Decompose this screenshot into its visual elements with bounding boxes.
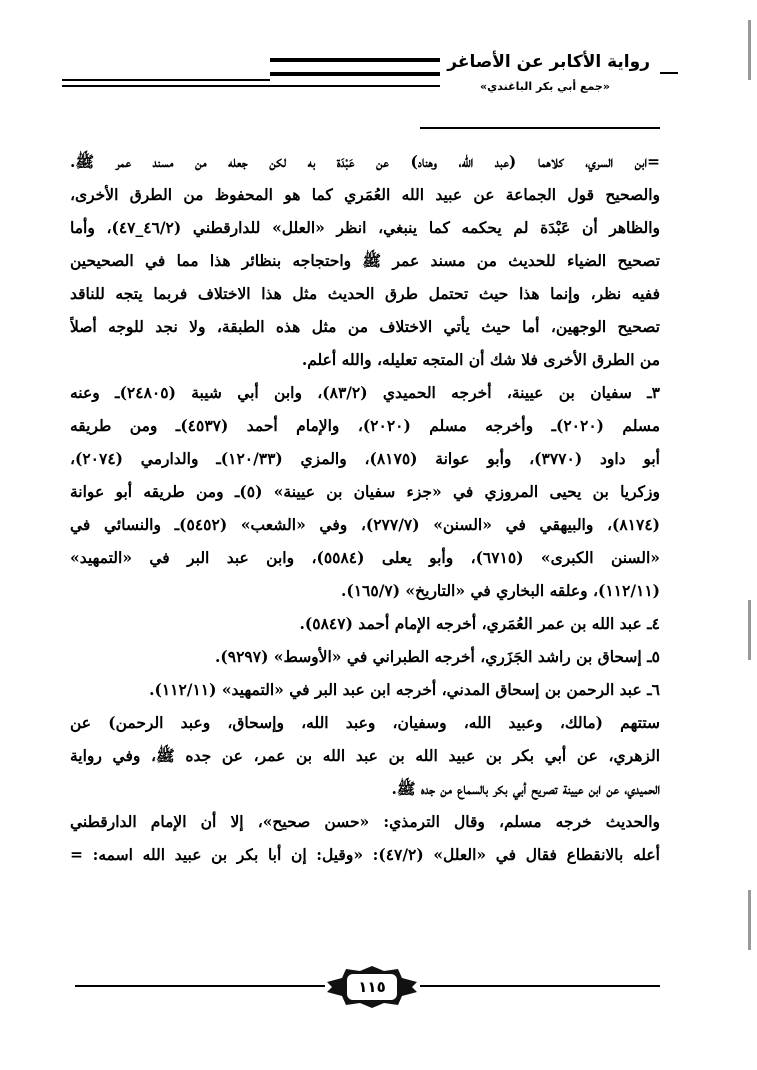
text-line: =ابن السري، كلاهما (عبد الله، وهناد) عن عَبْدَة به لكن جعله من مسند عمر ﷺ. <box>70 152 660 171</box>
text-line: ستتهم (مالك، وعبيد الله، وسفيان، وعبد الله، وإسحاق، وعبد الرحمن) عن <box>70 713 660 732</box>
text-line: أعله بالانقطاع فقال في «العلل» (٤٧/٢): «وقيل: إن أبا بكر بن عبيد الله اسمه: = <box>70 845 660 864</box>
text-line: مسلم (٢٠٢٠)ـ وأخرجه مسلم (٢٠٢٠)، والإمام أحمد (٤٥٣٧)ـ ومن طريقه <box>70 416 660 435</box>
page-number: ١١٥ <box>358 978 386 996</box>
header-subtitle: «جمع أبي بكر الباغندي» <box>480 80 610 93</box>
text-line: ٣ـ سفيان بن عيينة، أخرجه الحميدي (٨٣/٢)، وابن أبي شيبة (٢٤٨٠٥)ـ وعنه <box>70 383 660 402</box>
text-line: تصحيح الضياء للحديث من مسند عمر ﷺ واحتجاجه بنظائر هذا مما في الصحيحين <box>70 251 660 270</box>
text-line: والحديث خرجه مسلم، وقال الترمذي: «حسن صحيح»، إلا أن الإمام الدارقطني <box>70 812 660 831</box>
body-text <box>70 145 660 871</box>
text-line: (٨١٧٤)، والبيهقي في «السنن» (٢٧٧/٧)، وفي «الشعب» (٥٤٥٢)ـ والنسائي في <box>70 515 660 534</box>
text-line: الزهري، عن أبي بكر بن عبيد الله بن عبد الله بن عمر، عن جده ﷺ، وفي رواية <box>70 746 660 765</box>
scan-edge-mark <box>748 600 751 660</box>
footer-rule-right <box>420 985 660 987</box>
text-line: (١١٢/١١)، وعلقه البخاري في «التاريخ» (١٦٥/٧). <box>341 581 660 600</box>
text-line: والصحيح قول الجماعة عن عبيد الله العُمَري كما هو المحفوظ من الطرق الأخرى، <box>70 185 660 204</box>
text-line: الحميدي، عن ابن عيينة تصريح أبي بكر بالسماع من جده ﷺ. <box>391 779 660 798</box>
footer-rule-left <box>75 985 325 987</box>
header-rule-top <box>270 58 440 62</box>
text-line: ٤ـ عبد الله بن عمر العُمَري، أخرجه الإمام أحمد (٥٨٤٧). <box>299 614 660 633</box>
text-line: أبو داود (٣٧٧٠)، وأبو عوانة (٨١٧٥)، والمزي (١٢٠/٣٣)ـ والدارمي (٢٠٧٤)، <box>70 449 660 468</box>
text-line: ٦ـ عبد الرحمن بن إسحاق المدني، أخرجه ابن عبد البر في «التمهيد» (١١٢/١١). <box>149 680 660 699</box>
text-line: وزكريا بن يحيى المروزي في «جزء سفيان بن عيينة» (٥)ـ ومن طريقه أبو عوانة <box>70 482 660 501</box>
text-line: ٥ـ إسحاق بن راشد الجَزَري، أخرجه الطبراني في «الأوسط» (٩٢٩٧). <box>215 647 660 666</box>
footnote-separator <box>420 127 660 129</box>
header-rule-right <box>660 72 678 74</box>
scan-edge-mark <box>748 20 751 80</box>
text-line: «السنن الكبرى» (٦٧١٥)، وأبو يعلى (٥٥٨٤)، وابن عبد البر في «التمهيد» <box>70 548 660 567</box>
scan-edge-mark <box>748 890 751 950</box>
header-rule-mid <box>270 72 440 76</box>
text-line: والظاهر أن عَبْدَة لم يحكمه كما ينبغي، انظر «العلل» للدارقطني (٤٦/٢_٤٧)، وأما <box>70 218 660 237</box>
header-rule-left <box>62 79 270 81</box>
text-line: تصحيح الوجهين، أما حيث يأتي الاختلاف من مثل هذه الطبقة، ولا نجد للوجه أصلاً <box>70 317 660 336</box>
header-title: رواية الأكابر عن الأصاغر <box>447 52 650 72</box>
header-rule-left-2 <box>62 85 440 87</box>
text-line: ففيه نظر، وإنما هذا حيث تحتمل طرق الحديث مثل هذا الاختلاف فربما يتجه للناقد <box>70 284 660 303</box>
text-line: من الطرق الأخرى فلا شك أن المتجه تعليله، والله أعلم. <box>301 350 660 369</box>
